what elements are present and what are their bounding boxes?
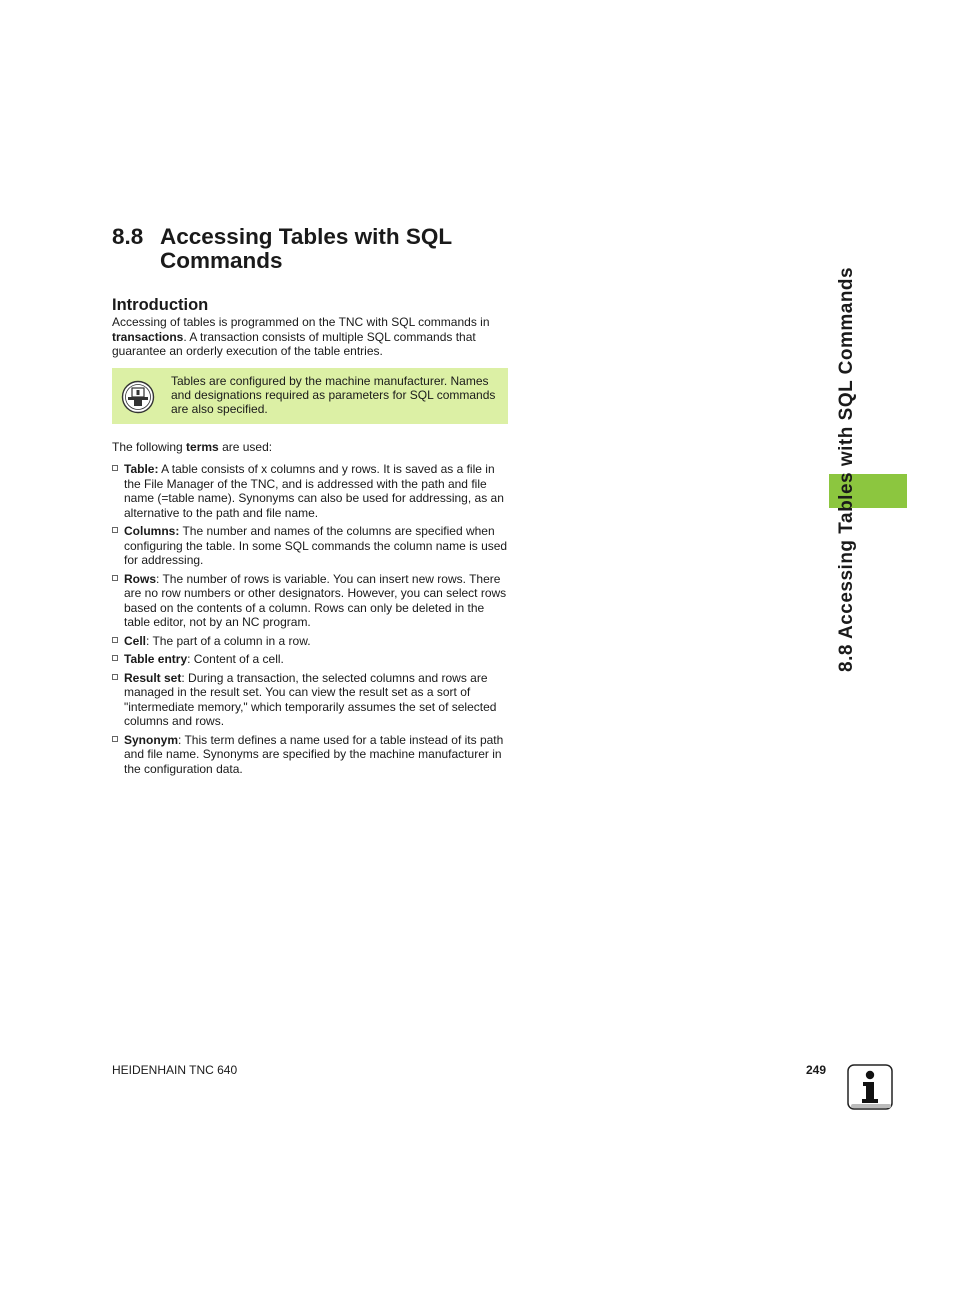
term-text: A table consists of x columns and y rows. It is saved as a file in the File Manager of the TNC, and is addressed with the path and file name (=table name). Synonyms can also be used for addressing, as an alternative to the path and file name. [124,462,504,520]
term-text: : The number of rows is variable. You can insert new rows. There are no row numbers or other designators. However, you can select rows based on the contents of a column. Rows can only be deleted in the table editor, not by an NC program. [124,571,507,629]
info-icon [847,1064,893,1110]
intro-paragraph [112,315,510,359]
bullet-icon [112,736,118,742]
terms-intro-text: The following [112,440,187,454]
footer-product: HEIDENHAIN TNC 640 [112,1063,238,1077]
page-title [112,225,532,273]
machine-manufacturer-icon [121,380,155,414]
term-name: Synonym [124,732,179,747]
term-name: Table: [124,462,159,476]
bullet-icon [112,674,118,680]
note-text: Tables are configured by the machine manufacturer. Names and designations required as parameters for SQL commands are also specified. [171,374,496,417]
term-name: Columns: [124,524,180,538]
list-item [112,671,508,729]
sidebar-chapter-title: 8.8 Accessing Tables with SQL Commands [836,266,857,672]
list-item [112,572,508,630]
term-text: : Content of a cell. [187,652,284,666]
term-text: : This term defines a name used for a table instead of its path and file name. Synonyms are specified by the machine manufacturer in the configuration data. [124,732,504,776]
section-heading: Introduction [112,295,209,314]
term-name: Table entry [124,652,188,666]
terms-intro-text-end: are used: [218,440,273,454]
list-item [112,652,508,667]
list-item [112,733,508,777]
terms-intro-bold: terms [186,440,219,454]
list-item [112,634,508,649]
term-name: Cell [124,633,147,648]
bullet-icon [112,637,118,643]
page-title-line1: Accessing Tables with SQL [160,224,453,250]
list-item [112,524,508,568]
chapter-number: 8.8 [112,224,144,250]
term-name: Result set [124,670,182,685]
list-item [112,462,508,520]
term-name: Rows [124,571,157,586]
bullet-icon [112,655,118,661]
term-text: : During a transaction, the selected columns and rows are managed in the result set. You can view the result set as a sort of "intermediate memory," which temporarily assumes the set of selected columns and rows. [124,670,497,728]
bullet-icon [112,465,118,471]
term-text: The number and names of the columns are specified when configuring the table. In some SQL commands the column name is used for addressing. [124,524,508,567]
term-text: : The part of a column in a row. [146,633,311,648]
intro-text-end: . A transaction consists of multiple SQL commands that guarantee an orderly execution of the table entries. [112,329,476,358]
bullet-icon [112,575,118,581]
page-number: 249 [806,1063,827,1077]
intro-bold: transactions [112,329,184,344]
bullet-icon [112,527,118,533]
page-title-line2: Commands [160,248,283,274]
note-box [112,368,508,424]
term-list [112,462,508,780]
terms-intro [112,440,510,455]
intro-text: Accessing of tables is programmed on the TNC with SQL commands in [112,315,490,329]
